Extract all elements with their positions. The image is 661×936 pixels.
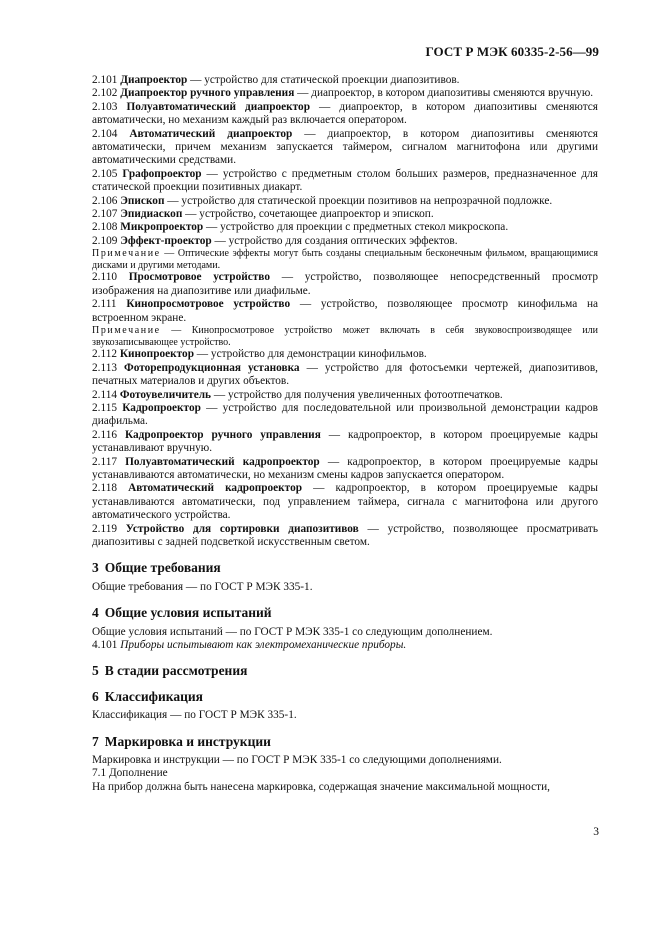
definition-term: Кадропроектор: [122, 401, 201, 414]
section-number: 7: [92, 733, 99, 749]
definition-item: [92, 221, 598, 234]
definition-text: — устройство для последовательной или произвольной демонстрации кадров диафильма.: [92, 401, 598, 428]
definition-text: — устройство, сочетающее диапроектор и эпископ.: [182, 208, 434, 221]
section-number: 4: [92, 605, 99, 621]
definition-number: 2.105: [92, 167, 123, 180]
definition-number: 2.112: [92, 348, 120, 361]
definition-text: — устройство для статической проекции позитивов на непрозрачной подложке.: [164, 194, 553, 207]
definition-term: Полуавтоматический кадропроектор: [125, 455, 320, 468]
section-number: 6: [92, 688, 99, 704]
definition-item: [92, 101, 598, 128]
definition-item: [92, 523, 598, 550]
section-title: Общие требования: [104, 560, 221, 576]
definition-number: 2.109: [92, 234, 121, 247]
section-paragraph: [92, 626, 598, 639]
definition-term: Микропроектор: [120, 221, 204, 234]
page-number: 3: [593, 826, 599, 838]
note-label: Примечание: [92, 248, 161, 260]
definition-term: Диапроектор: [120, 74, 188, 86]
definitions-list-3: [92, 348, 598, 549]
definition-term: Эпидиаскоп: [120, 208, 183, 221]
definition-term: Диапроектор ручного управления: [120, 87, 295, 100]
definition-item: [92, 402, 598, 429]
definition-term: Просмотровое устройство: [128, 271, 270, 284]
document-body: [92, 74, 598, 794]
definition-item: [92, 74, 598, 87]
section-heading: [92, 664, 598, 677]
definition-item: [92, 362, 598, 389]
definition-number: 2.111: [92, 298, 127, 311]
definition-term: Кинопроектор: [119, 348, 194, 361]
definition-item: [92, 87, 598, 100]
definition-item: [92, 235, 598, 248]
definition-number: 2.119: [92, 522, 126, 535]
definition-number: 2.113: [92, 361, 124, 374]
definition-number: 2.103: [92, 100, 127, 113]
paragraph-text: 7.1 Дополнение: [92, 767, 168, 780]
definition-text: — устройство, позволяющее просматривать диапозитивы с задней подсветкой искусственным светом.: [92, 522, 599, 548]
definition-text: — диапроектор, в котором диапозитивы сменяются автоматически, но механизм каждый раз включается оператором.: [92, 100, 598, 127]
definition-term: Фотоувеличитель: [119, 388, 212, 401]
definition-item: [92, 195, 598, 208]
definition-text: — устройство для создания оптических эффектов.: [211, 234, 458, 247]
paragraph-text: На прибор должна быть нанесена маркировка, содержащая значение максимальной мощности,: [92, 780, 550, 793]
note-label: Примечание: [92, 325, 161, 337]
section-heading: [92, 561, 598, 574]
definition-item: [92, 482, 598, 522]
section-paragraph: [92, 639, 598, 652]
section-paragraph: [92, 754, 598, 767]
section-paragraph: [92, 781, 598, 794]
definition-text: — кадропроектор, в котором проецируемые кадры устанавливаются автоматически, под управлением таймера, сигнала с магнитофона или другого автоматического устройства.: [92, 482, 598, 522]
definition-text: — устройство для демонстрации кинофильмов.: [193, 348, 427, 361]
definition-text: — устройство для статической проекции диапозитивов.: [187, 74, 460, 86]
note-text: — Кинопросмотровое устройство может включать в себя звуковоспроизводящее или звукозаписывающее устройство.: [92, 325, 598, 348]
note-1: [92, 248, 598, 271]
definition-number: 2.106: [92, 194, 121, 207]
clause-text: Приборы испытывают как электромеханические приборы.: [120, 639, 407, 651]
section-heading: [92, 606, 598, 619]
definition-term: Устройство для сортировки диапозитивов: [125, 522, 359, 535]
definition-number: 2.117: [92, 455, 126, 468]
definition-item: [92, 208, 598, 221]
definition-text: — устройство с предметным столом больших размеров, предназначенное для статической проекции позитивных диакарт.: [92, 167, 598, 194]
definition-item: [92, 128, 598, 168]
note-text: — Оптические эффекты могут быть созданы специальным бесконечным фильмом, вращающимися дисками и другими методами.: [92, 248, 598, 271]
definition-item: [92, 298, 598, 325]
section-paragraph: [92, 581, 598, 594]
definition-number: 2.101: [92, 74, 121, 86]
section-heading: [92, 735, 598, 748]
definition-term: Кинопросмотровое устройство: [126, 298, 291, 311]
definition-term: Автоматический диапроектор: [129, 127, 293, 140]
definitions-list-2: [92, 271, 598, 325]
definition-number: 2.107: [92, 208, 121, 221]
definition-item: [92, 348, 598, 361]
sections: [92, 561, 598, 794]
paragraph-text: Общие требования — по ГОСТ Р МЭК 335-1.: [92, 580, 313, 593]
section-title: В стадии рассмотрения: [104, 663, 248, 679]
definition-item: [92, 168, 598, 195]
definition-term: Автоматический кадропроектор: [128, 482, 303, 495]
definition-term: Полуавтоматический диапроектор: [126, 100, 310, 113]
definition-number: 2.108: [92, 221, 121, 234]
definition-text: — кадропроектор, в котором проецируемые кадры устанавливаются автоматически, но механизм смены кадров запускается оператором.: [92, 455, 598, 481]
definition-number: 2.102: [92, 87, 121, 100]
section-title: Классификация: [104, 688, 203, 704]
definition-number: 2.104: [92, 127, 130, 140]
paragraph-text: Маркировка и инструкции — по ГОСТ Р МЭК 335-1 со следующими дополнениями.: [92, 754, 502, 767]
paragraph-text: Общие условия испытаний — по ГОСТ Р МЭК 335-1 со следующим дополнением.: [92, 625, 493, 638]
paragraph-text: Классификация — по ГОСТ Р МЭК 335-1.: [92, 709, 297, 722]
section-number: 3: [92, 560, 99, 576]
definition-item: [92, 456, 598, 483]
definition-term: Эпископ: [120, 194, 165, 207]
definition-text: — устройство, позволяющее непосредственный просмотр изображения на диапозитиве или диафильме.: [92, 271, 598, 297]
section-number: 5: [92, 663, 99, 679]
definition-text: — устройство, позволяющее просмотр кинофильма на встроенном экране.: [92, 298, 598, 324]
section-paragraph: [92, 709, 598, 722]
definition-term: Кадропроектор ручного управления: [124, 428, 321, 441]
definition-text: — устройство для фотосъемки чертежей, диапозитивов, печатных материалов и других объектов.: [92, 361, 599, 388]
definition-text: — устройство для проекции с предметных стекол микроскопа.: [203, 221, 509, 234]
definition-number: 2.114: [92, 388, 120, 401]
section-heading: [92, 690, 598, 703]
note-2: [92, 325, 598, 348]
definitions-list: [92, 74, 598, 248]
section-title: Маркировка и инструкции: [104, 733, 271, 749]
definition-term: Фоторепродукционная установка: [124, 361, 300, 374]
definition-text: — диапроектор, в котором диапозитивы сменяются автоматически, причем механизм запускается таймером, сигналом магнитофона или другими автоматическими средствами.: [92, 127, 598, 167]
definition-number: 2.118: [92, 482, 129, 495]
definition-term: Эффект-проектор: [120, 234, 212, 247]
section-title: Общие условия испытаний: [104, 605, 272, 621]
definition-item: [92, 271, 598, 298]
definition-number: 2.116: [92, 428, 125, 441]
definition-text: — кадропроектор, в котором проецируемые кадры устанавливают вручную.: [92, 428, 598, 455]
page-header: ГОСТ Р МЭК 60335-2-56—99: [425, 44, 599, 59]
definition-number: 2.110: [92, 271, 129, 284]
definition-term: Графопроектор: [122, 167, 202, 180]
clause-number: 4.101: [92, 639, 121, 651]
definition-text: — диапроектор, в котором диапозитивы сменяются вручную.: [294, 87, 594, 100]
definition-item: [92, 429, 598, 456]
definition-number: 2.115: [92, 401, 123, 414]
section-paragraph: [92, 767, 598, 780]
definition-text: — устройство для получения увеличенных фотоотпечатков.: [211, 388, 503, 401]
definition-item: [92, 389, 598, 402]
